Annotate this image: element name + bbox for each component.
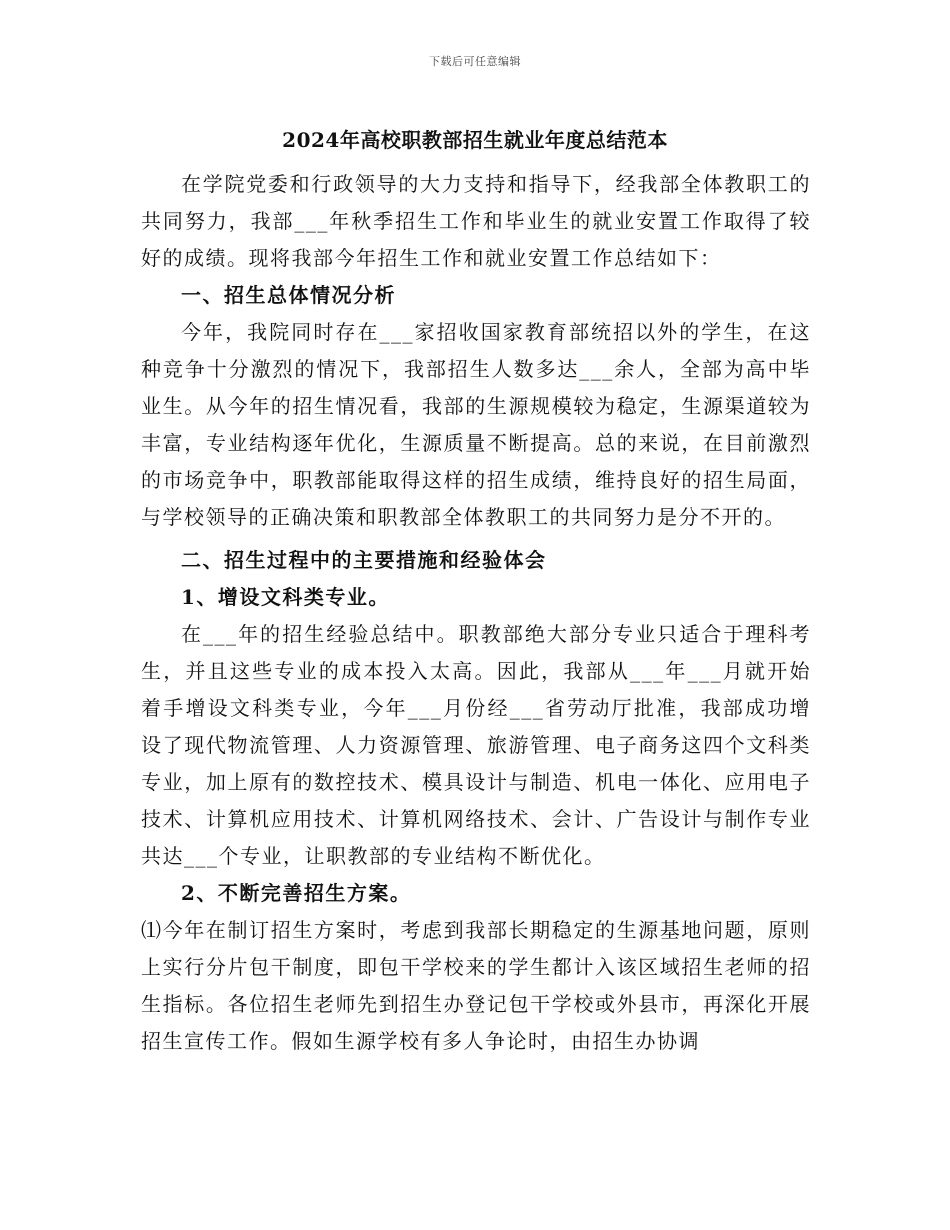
section-heading-2: 二、招生过程中的主要措施和经验体会	[181, 548, 547, 572]
subsection-2-paragraph: ⑴今年在制订招生方案时，考虑到我部长期稳定的生源基地问题，原则上实行分片包干制度，即包干学校来的学生都计入该区域招生老师的招生指标。各位招生老师先到招生办登记包干学校或外县市，再深化开展招生宣传工作。假如生源学校有多人争论时，由招生办协调	[141, 918, 811, 1053]
subsection-heading-2: 2、不断完善招生方案。	[181, 881, 412, 905]
document-body	[141, 166, 811, 1060]
section-1-paragraph: 今年，我院同时存在___家招收国家教育部统招以外的学生，在这种竞争十分激烈的情况下，我部招生人数多达___余人，全部为高中毕业生。从今年的招生情况看，我部的生源规模较为稳定，生源渠道较为丰富，专业结构逐年优化，生源质量不断提高。总的来说，在目前激烈的市场竞争中，职教部能取得这样的招生成绩，维持良好的招生局面，与学校领导的正确决策和职教部全体教职工的共同努力是分不开的。	[141, 320, 811, 529]
page-header-note: 下载后可任意编辑	[429, 55, 521, 68]
document-title: 2024年高校职教部招生就业年度总结范本	[282, 128, 668, 152]
intro-paragraph: 在学院党委和行政领导的大力支持和指导下，经我部全体教职工的共同努力，我部___年秋季招生工作和毕业生的就业安置工作取得了较好的成绩。现将我部今年招生工作和就业安置工作总结如下：	[141, 172, 811, 270]
subsection-1-paragraph: 在___年的招生经验总结中。职教部绝大部分专业只适合于理科考生，并且这些专业的成本投入太高。因此，我部从___年___月就开始着手增设文科类专业，今年___月份经___省劳动厅批准，我部成功增设了现代物流管理、人力资源管理、旅游管理、电子商务这四个文科类专业，加上原有的数控技术、模具设计与制造、机电一体化、应用电子技术、计算机应用技术、计算机网络技术、会计、广告设计与制作专业共达___个专业，让职教部的专业结构不断优化。	[141, 622, 811, 868]
section-heading-1: 一、招生总体情况分析	[181, 283, 396, 307]
subsection-heading-1: 1、增设文科类专业。	[181, 585, 390, 609]
